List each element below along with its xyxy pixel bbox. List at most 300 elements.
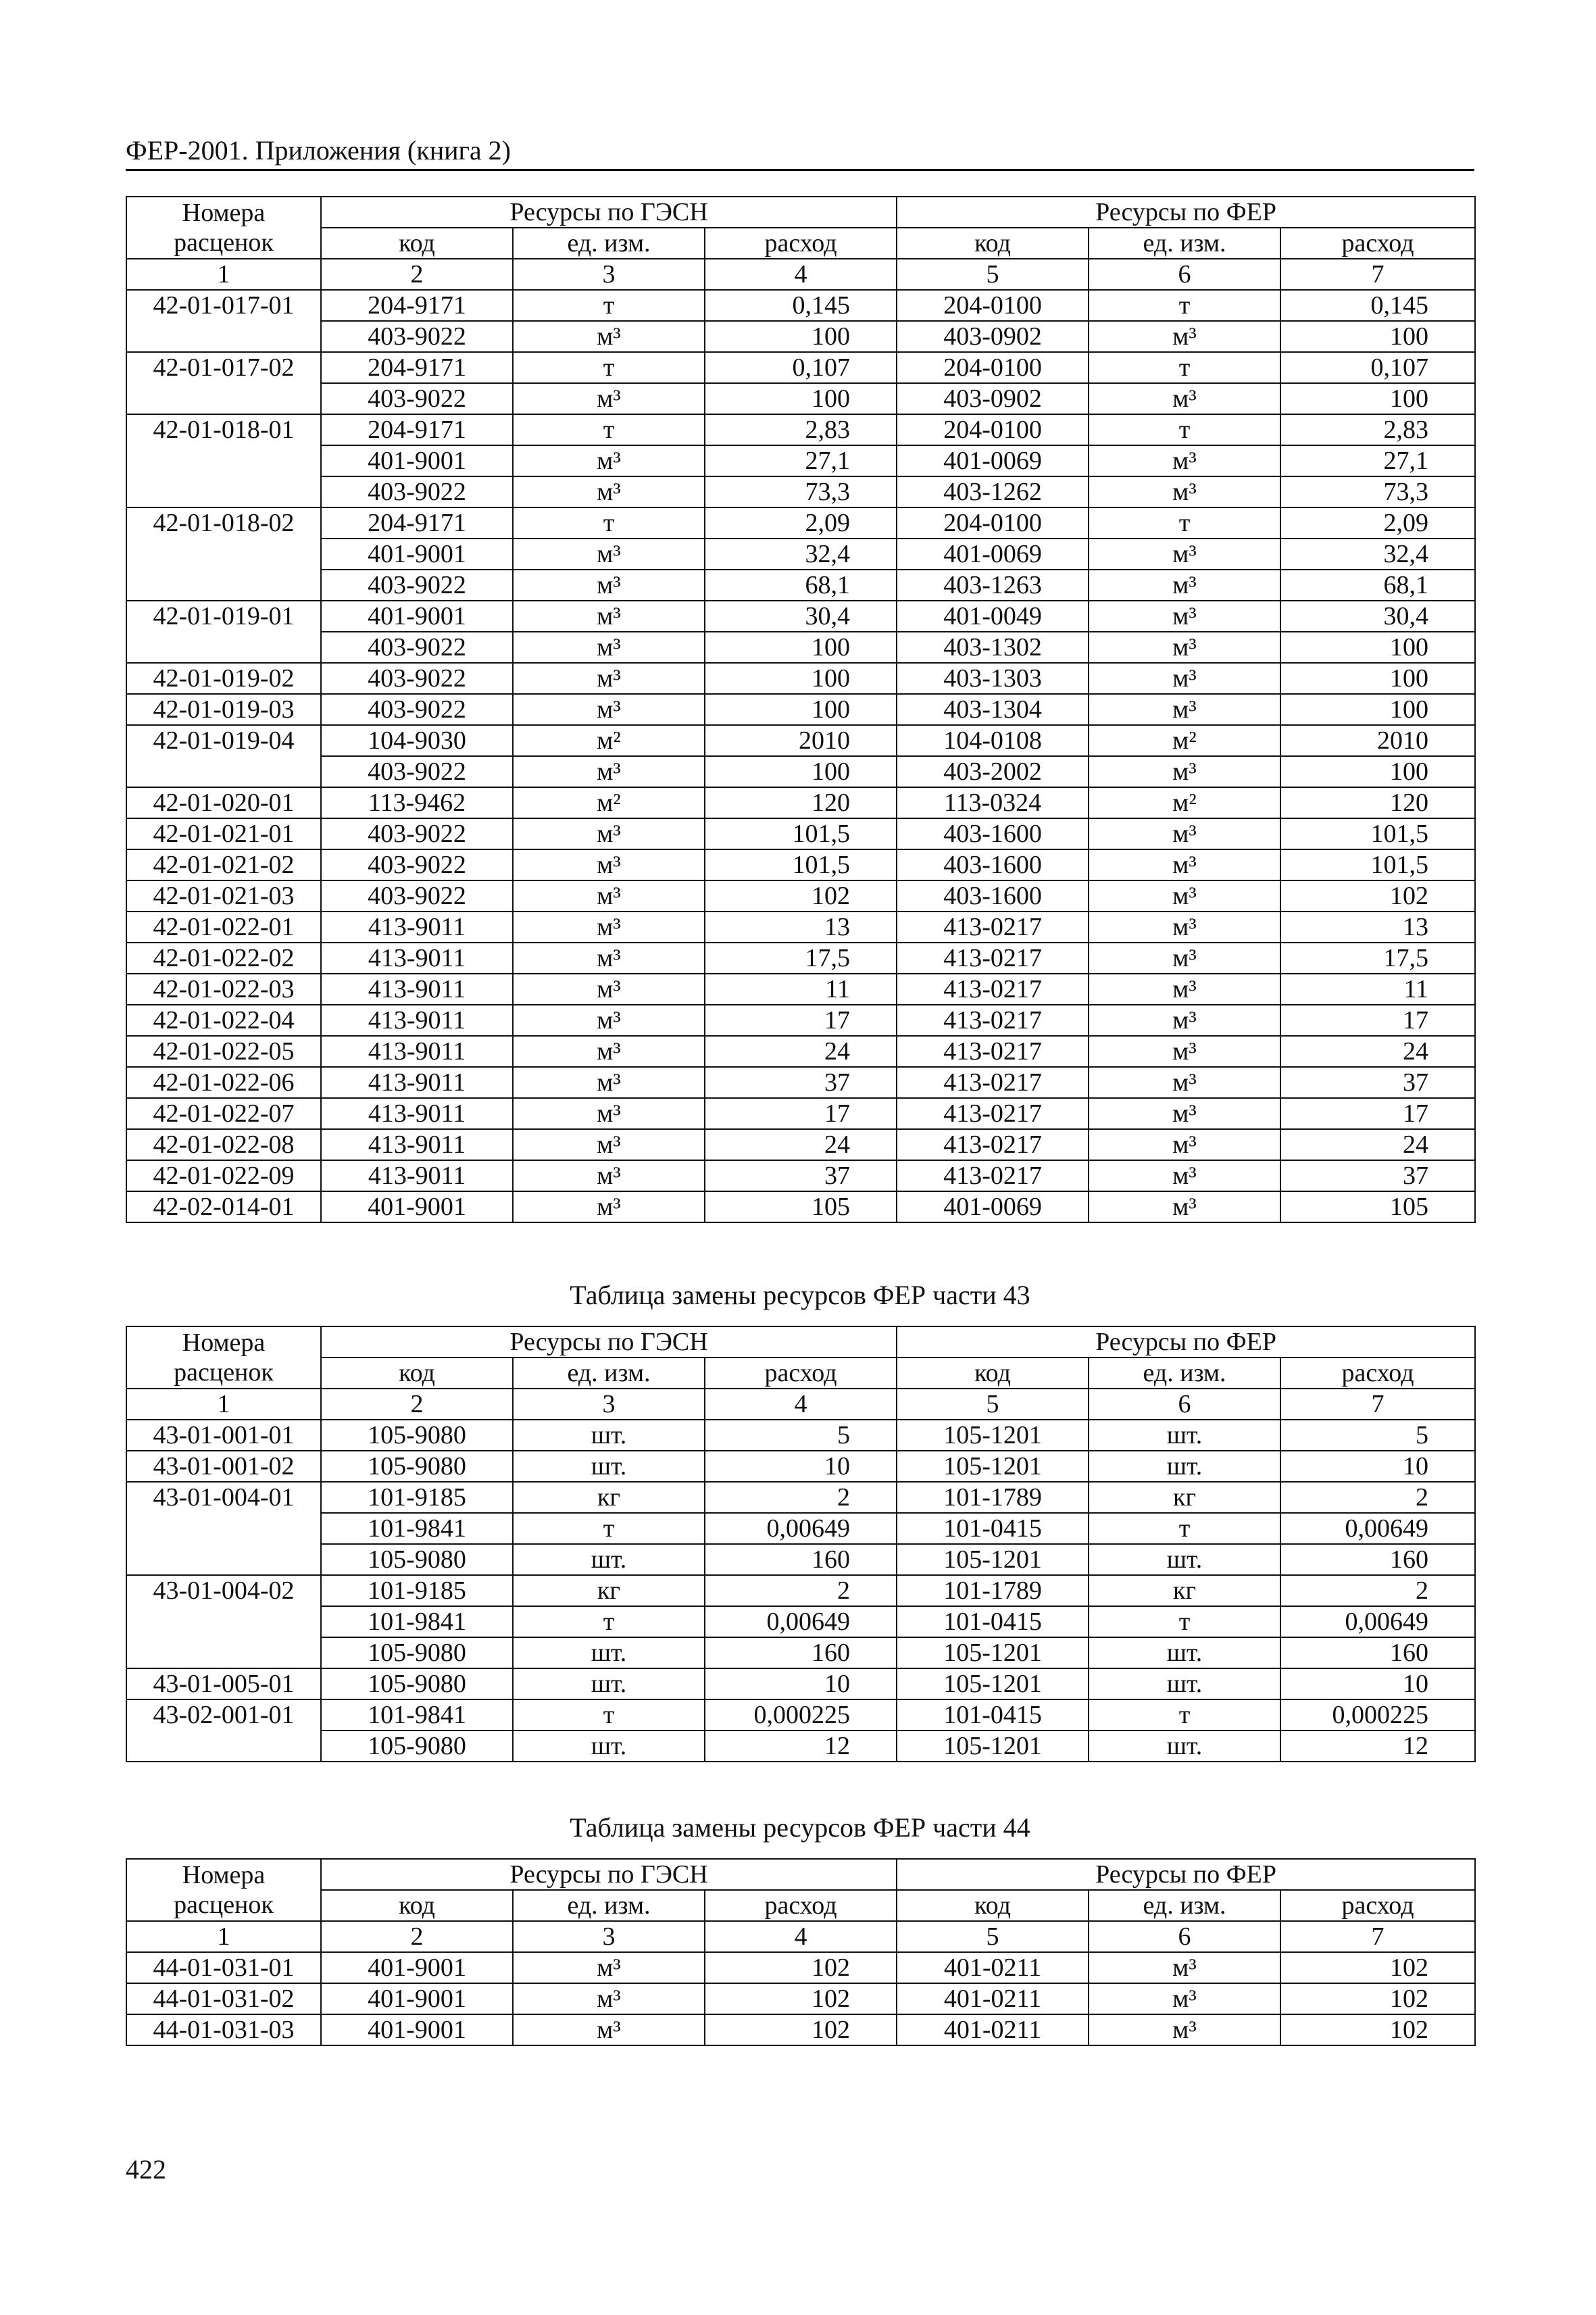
gesn-usage: 160 — [705, 1637, 897, 1668]
table-row — [126, 601, 1475, 632]
gesn-usage: 11 — [705, 974, 897, 1005]
rate-code: 42-01-018-02 — [126, 507, 321, 601]
gesn-code: 105-9080 — [321, 1420, 513, 1451]
table-row — [126, 352, 1475, 383]
gesn-usage: 2010 — [705, 725, 897, 756]
gesn-unit: м³ — [513, 694, 705, 725]
rate-code: 42-01-022-05 — [126, 1036, 321, 1067]
gesn-usage: 30,4 — [705, 601, 897, 632]
col-code: код — [897, 1890, 1089, 1921]
rate-code: 43-02-001-01 — [126, 1699, 321, 1762]
table-row — [126, 1036, 1475, 1067]
gesn-code: 101-9841 — [321, 1513, 513, 1544]
fer-unit: м³ — [1089, 818, 1280, 849]
table-row — [126, 1191, 1475, 1222]
gesn-unit: м³ — [513, 756, 705, 787]
fer-unit: м³ — [1089, 1005, 1280, 1036]
table-row — [126, 1575, 1475, 1606]
table-row — [126, 1420, 1475, 1451]
table-row — [126, 818, 1475, 849]
gesn-unit: м³ — [513, 476, 705, 507]
fer-usage: 13 — [1280, 912, 1475, 943]
fer-unit: т — [1089, 1606, 1280, 1637]
table-row — [126, 1731, 1475, 1762]
column-number: 3 — [513, 259, 705, 290]
fer-code: 401-0211 — [897, 1952, 1089, 1983]
gesn-unit: шт. — [513, 1731, 705, 1762]
gesn-code: 403-9022 — [321, 663, 513, 694]
gesn-code: 413-9011 — [321, 1129, 513, 1160]
table-row — [126, 383, 1475, 414]
gesn-code: 105-9080 — [321, 1731, 513, 1762]
fer-usage: 2010 — [1280, 725, 1475, 756]
table-row — [126, 1668, 1475, 1699]
fer-unit: шт. — [1089, 1451, 1280, 1482]
table-row — [126, 756, 1475, 787]
gesn-code: 401-9001 — [321, 1952, 513, 1983]
column-number: 5 — [897, 1389, 1089, 1420]
gesn-code: 403-9022 — [321, 383, 513, 414]
col-fer-group: Ресурсы по ФЕР — [897, 1859, 1475, 1890]
gesn-unit: м³ — [513, 383, 705, 414]
gesn-usage: 0,000225 — [705, 1699, 897, 1731]
fer-unit: т — [1089, 507, 1280, 539]
col-gesn-group: Ресурсы по ГЭСН — [321, 1326, 897, 1358]
fer-usage: 101,5 — [1280, 818, 1475, 849]
fer-unit: м³ — [1089, 694, 1280, 725]
fer-usage: 160 — [1280, 1544, 1475, 1575]
fer-code: 101-1789 — [897, 1482, 1089, 1513]
column-number-row — [126, 259, 1475, 290]
fer-usage: 17 — [1280, 1098, 1475, 1129]
gesn-unit: шт. — [513, 1544, 705, 1575]
gesn-usage: 100 — [705, 694, 897, 725]
fer-unit: м³ — [1089, 880, 1280, 912]
fer-unit: т — [1089, 414, 1280, 445]
gesn-code: 403-9022 — [321, 632, 513, 663]
table-row — [126, 290, 1475, 321]
gesn-code: 401-9001 — [321, 1983, 513, 2014]
fer-unit: шт. — [1089, 1544, 1280, 1575]
gesn-unit: м² — [513, 787, 705, 818]
gesn-usage: 2,83 — [705, 414, 897, 445]
rate-code: 44-01-031-03 — [126, 2014, 321, 2045]
col-gesn-group: Ресурсы по ГЭСН — [321, 197, 897, 228]
table-row — [126, 1067, 1475, 1098]
fer-code: 105-1201 — [897, 1668, 1089, 1699]
table-row — [126, 1544, 1475, 1575]
column-number: 4 — [705, 1389, 897, 1420]
gesn-unit: м³ — [513, 1191, 705, 1222]
table-row — [126, 725, 1475, 756]
fer-code: 113-0324 — [897, 787, 1089, 818]
column-number: 3 — [513, 1921, 705, 1952]
fer-unit: м³ — [1089, 1191, 1280, 1222]
gesn-usage: 0,00649 — [705, 1513, 897, 1544]
gesn-unit: шт. — [513, 1637, 705, 1668]
gesn-unit: м² — [513, 725, 705, 756]
col-usage: расход — [705, 228, 897, 259]
fer-code: 403-1262 — [897, 476, 1089, 507]
gesn-code: 105-9080 — [321, 1451, 513, 1482]
table-row — [126, 880, 1475, 912]
fer-usage: 30,4 — [1280, 601, 1475, 632]
gesn-unit: м³ — [513, 1098, 705, 1129]
fer-usage: 11 — [1280, 974, 1475, 1005]
gesn-usage: 5 — [705, 1420, 897, 1451]
col-unit: ед. изм. — [513, 1890, 705, 1921]
fer-unit: шт. — [1089, 1420, 1280, 1451]
gesn-unit: м³ — [513, 1160, 705, 1191]
header-row — [126, 1326, 1475, 1358]
gesn-usage: 17 — [705, 1098, 897, 1129]
table-row — [126, 694, 1475, 725]
fer-unit: т — [1089, 1513, 1280, 1544]
column-number: 2 — [321, 1921, 513, 1952]
fer-unit: м² — [1089, 787, 1280, 818]
gesn-unit: т — [513, 352, 705, 383]
gesn-unit: шт. — [513, 1451, 705, 1482]
gesn-unit: м³ — [513, 1005, 705, 1036]
fer-code: 105-1201 — [897, 1544, 1089, 1575]
col-code: код — [321, 228, 513, 259]
fer-unit: м³ — [1089, 445, 1280, 476]
gesn-unit: кг — [513, 1482, 705, 1513]
gesn-usage: 0,00649 — [705, 1606, 897, 1637]
gesn-usage: 105 — [705, 1191, 897, 1222]
rate-code: 44-01-031-01 — [126, 1952, 321, 1983]
fer-code: 401-0049 — [897, 601, 1089, 632]
gesn-unit: м³ — [513, 849, 705, 880]
gesn-unit: м³ — [513, 663, 705, 694]
gesn-code: 413-9011 — [321, 1036, 513, 1067]
rate-code: 42-01-022-01 — [126, 912, 321, 943]
page-header: ФЕР-2001. Приложения (книга 2) — [126, 134, 1474, 171]
fer-code: 101-0415 — [897, 1513, 1089, 1544]
table-row — [126, 787, 1475, 818]
gesn-unit: м³ — [513, 974, 705, 1005]
fer-unit: шт. — [1089, 1637, 1280, 1668]
gesn-usage: 160 — [705, 1544, 897, 1575]
gesn-unit: м³ — [513, 445, 705, 476]
fer-unit: м³ — [1089, 1160, 1280, 1191]
column-number: 2 — [321, 259, 513, 290]
fer-usage: 27,1 — [1280, 445, 1475, 476]
col-usage: расход — [1280, 1890, 1475, 1921]
fer-unit: м³ — [1089, 476, 1280, 507]
fer-usage: 12 — [1280, 1731, 1475, 1762]
gesn-usage: 32,4 — [705, 539, 897, 570]
header-row — [126, 197, 1475, 228]
gesn-usage: 17 — [705, 1005, 897, 1036]
col-code: код — [897, 1358, 1089, 1389]
fer-code: 101-1789 — [897, 1575, 1089, 1606]
column-number: 1 — [126, 1389, 321, 1420]
gesn-code: 403-9022 — [321, 880, 513, 912]
gesn-usage: 24 — [705, 1129, 897, 1160]
fer-usage: 0,107 — [1280, 352, 1475, 383]
gesn-usage: 102 — [705, 1983, 897, 2014]
gesn-code: 403-9022 — [321, 476, 513, 507]
table-row — [126, 445, 1475, 476]
fer-usage: 100 — [1280, 756, 1475, 787]
rate-code: 42-01-019-02 — [126, 663, 321, 694]
fer-usage: 0,00649 — [1280, 1606, 1475, 1637]
fer-unit: м³ — [1089, 1952, 1280, 1983]
gesn-code: 104-9030 — [321, 725, 513, 756]
fer-unit: м³ — [1089, 1098, 1280, 1129]
fer-code: 403-2002 — [897, 756, 1089, 787]
fer-unit: м² — [1089, 725, 1280, 756]
gesn-usage: 37 — [705, 1067, 897, 1098]
fer-code: 413-0217 — [897, 1036, 1089, 1067]
gesn-code: 401-9001 — [321, 445, 513, 476]
fer-code: 401-0069 — [897, 539, 1089, 570]
gesn-code: 413-9011 — [321, 912, 513, 943]
column-number: 1 — [126, 259, 321, 290]
fer-code: 401-0211 — [897, 2014, 1089, 2045]
gesn-code: 401-9001 — [321, 539, 513, 570]
col-usage: расход — [1280, 228, 1475, 259]
fer-code: 401-0069 — [897, 445, 1089, 476]
fer-code: 105-1201 — [897, 1637, 1089, 1668]
fer-unit: м³ — [1089, 943, 1280, 974]
fer-code: 401-0069 — [897, 1191, 1089, 1222]
gesn-usage: 100 — [705, 756, 897, 787]
gesn-usage: 120 — [705, 787, 897, 818]
fer-unit: шт. — [1089, 1731, 1280, 1762]
table-row — [126, 1637, 1475, 1668]
table-row — [126, 570, 1475, 601]
column-number: 6 — [1089, 259, 1280, 290]
gesn-unit: т — [513, 1699, 705, 1731]
col-unit: ед. изм. — [1089, 1358, 1280, 1389]
fer-usage: 160 — [1280, 1637, 1475, 1668]
gesn-usage: 27,1 — [705, 445, 897, 476]
fer-code: 105-1201 — [897, 1451, 1089, 1482]
fer-usage: 100 — [1280, 321, 1475, 352]
gesn-unit: м³ — [513, 539, 705, 570]
fer-unit: м³ — [1089, 601, 1280, 632]
gesn-usage: 2,09 — [705, 507, 897, 539]
gesn-code: 413-9011 — [321, 1160, 513, 1191]
fer-usage: 2 — [1280, 1575, 1475, 1606]
col-rate-numbers: Номера расценок — [126, 1326, 321, 1389]
gesn-usage: 12 — [705, 1731, 897, 1762]
table-row — [126, 849, 1475, 880]
fer-usage: 0,000225 — [1280, 1699, 1475, 1731]
column-number: 5 — [897, 259, 1089, 290]
fer-code: 413-0217 — [897, 1129, 1089, 1160]
gesn-usage: 17,5 — [705, 943, 897, 974]
fer-unit: м³ — [1089, 383, 1280, 414]
table-row — [126, 1129, 1475, 1160]
gesn-code: 403-9022 — [321, 849, 513, 880]
gesn-unit: м³ — [513, 943, 705, 974]
fer-code: 413-0217 — [897, 1067, 1089, 1098]
fer-usage: 24 — [1280, 1129, 1475, 1160]
fer-usage: 2 — [1280, 1482, 1475, 1513]
gesn-unit: шт. — [513, 1420, 705, 1451]
rate-code: 44-01-031-02 — [126, 1983, 321, 2014]
gesn-unit: т — [513, 507, 705, 539]
rate-code: 42-01-022-06 — [126, 1067, 321, 1098]
column-number: 4 — [705, 259, 897, 290]
fer-usage: 37 — [1280, 1160, 1475, 1191]
column-number: 5 — [897, 1921, 1089, 1952]
fer-code: 403-0902 — [897, 383, 1089, 414]
header-row — [126, 1890, 1475, 1921]
fer-unit: м³ — [1089, 321, 1280, 352]
fer-code: 403-0902 — [897, 321, 1089, 352]
gesn-code: 413-9011 — [321, 943, 513, 974]
gesn-unit: м³ — [513, 321, 705, 352]
gesn-unit: м³ — [513, 2014, 705, 2045]
fer-code: 403-1263 — [897, 570, 1089, 601]
gesn-usage: 102 — [705, 1952, 897, 1983]
rate-code: 42-01-018-01 — [126, 414, 321, 507]
gesn-usage: 24 — [705, 1036, 897, 1067]
header-row — [126, 1859, 1475, 1890]
rate-code: 42-01-017-02 — [126, 352, 321, 414]
gesn-code: 413-9011 — [321, 1098, 513, 1129]
gesn-usage: 0,145 — [705, 290, 897, 321]
gesn-code: 413-9011 — [321, 974, 513, 1005]
fer-usage: 0,00649 — [1280, 1513, 1475, 1544]
table-row — [126, 1160, 1475, 1191]
fer-unit: м³ — [1089, 912, 1280, 943]
gesn-unit: м³ — [513, 570, 705, 601]
fer-usage: 120 — [1280, 787, 1475, 818]
rate-code: 43-01-005-01 — [126, 1668, 321, 1699]
fer-code: 204-0100 — [897, 414, 1089, 445]
gesn-unit: т — [513, 1606, 705, 1637]
rate-code: 43-01-001-01 — [126, 1420, 321, 1451]
col-code: код — [321, 1890, 513, 1921]
table-row — [126, 414, 1475, 445]
page-number: 422 — [126, 2154, 166, 2185]
table-row — [126, 912, 1475, 943]
gesn-usage: 10 — [705, 1668, 897, 1699]
col-code: код — [321, 1358, 513, 1389]
rate-code: 42-01-021-03 — [126, 880, 321, 912]
col-usage: расход — [705, 1358, 897, 1389]
gesn-code: 105-9080 — [321, 1668, 513, 1699]
fer-unit: м³ — [1089, 1983, 1280, 2014]
gesn-unit: м³ — [513, 912, 705, 943]
fer-usage: 100 — [1280, 663, 1475, 694]
fer-usage: 24 — [1280, 1036, 1475, 1067]
fer-usage: 102 — [1280, 880, 1475, 912]
fer-usage: 102 — [1280, 1952, 1475, 1983]
resource-table-44 — [126, 1858, 1476, 2046]
table-row — [126, 1005, 1475, 1036]
gesn-code: 401-9001 — [321, 1191, 513, 1222]
fer-code: 104-0108 — [897, 725, 1089, 756]
column-number: 1 — [126, 1921, 321, 1952]
column-number: 4 — [705, 1921, 897, 1952]
gesn-code: 101-9185 — [321, 1575, 513, 1606]
gesn-unit: м³ — [513, 1952, 705, 1983]
gesn-usage: 100 — [705, 321, 897, 352]
column-number-row — [126, 1921, 1475, 1952]
gesn-usage: 37 — [705, 1160, 897, 1191]
fer-unit: кг — [1089, 1482, 1280, 1513]
gesn-unit: кг — [513, 1575, 705, 1606]
gesn-usage: 0,107 — [705, 352, 897, 383]
gesn-code: 105-9080 — [321, 1544, 513, 1575]
col-unit: ед. изм. — [1089, 1890, 1280, 1921]
fer-usage: 32,4 — [1280, 539, 1475, 570]
fer-unit: т — [1089, 290, 1280, 321]
gesn-unit: шт. — [513, 1668, 705, 1699]
rate-code: 42-01-022-03 — [126, 974, 321, 1005]
gesn-code: 413-9011 — [321, 1067, 513, 1098]
rate-code: 42-01-020-01 — [126, 787, 321, 818]
gesn-unit: м³ — [513, 1036, 705, 1067]
gesn-code: 113-9462 — [321, 787, 513, 818]
fer-usage: 0,145 — [1280, 290, 1475, 321]
table-row — [126, 663, 1475, 694]
table-row — [126, 2014, 1475, 2045]
fer-unit: м³ — [1089, 974, 1280, 1005]
gesn-code: 403-9022 — [321, 818, 513, 849]
gesn-usage: 102 — [705, 880, 897, 912]
gesn-unit: м³ — [513, 1129, 705, 1160]
gesn-code: 403-9022 — [321, 694, 513, 725]
table-row — [126, 1098, 1475, 1129]
table-row — [126, 507, 1475, 539]
gesn-unit: т — [513, 414, 705, 445]
gesn-code: 401-9001 — [321, 2014, 513, 2045]
col-usage: расход — [705, 1890, 897, 1921]
table-row — [126, 1606, 1475, 1637]
gesn-code: 101-9185 — [321, 1482, 513, 1513]
gesn-unit: м³ — [513, 1983, 705, 2014]
fer-code: 403-1303 — [897, 663, 1089, 694]
fer-code: 413-0217 — [897, 943, 1089, 974]
fer-unit: м³ — [1089, 2014, 1280, 2045]
fer-usage: 100 — [1280, 383, 1475, 414]
col-unit: ед. изм. — [513, 1358, 705, 1389]
gesn-code: 403-9022 — [321, 570, 513, 601]
fer-usage: 2,83 — [1280, 414, 1475, 445]
fer-usage: 10 — [1280, 1451, 1475, 1482]
fer-unit: м³ — [1089, 632, 1280, 663]
fer-code: 403-1600 — [897, 880, 1089, 912]
fer-code: 401-0211 — [897, 1983, 1089, 2014]
fer-unit: м³ — [1089, 1036, 1280, 1067]
column-number: 7 — [1280, 259, 1475, 290]
gesn-usage: 10 — [705, 1451, 897, 1482]
rate-code: 42-01-017-01 — [126, 290, 321, 352]
column-number: 6 — [1089, 1921, 1280, 1952]
gesn-code: 403-9022 — [321, 321, 513, 352]
gesn-usage: 2 — [705, 1575, 897, 1606]
fer-unit: м³ — [1089, 570, 1280, 601]
col-unit: ед. изм. — [1089, 228, 1280, 259]
gesn-usage: 100 — [705, 632, 897, 663]
gesn-code: 204-9171 — [321, 352, 513, 383]
fer-usage: 100 — [1280, 694, 1475, 725]
fer-unit: м³ — [1089, 1067, 1280, 1098]
gesn-unit: м³ — [513, 632, 705, 663]
column-number-row — [126, 1389, 1475, 1420]
rate-code: 42-01-022-04 — [126, 1005, 321, 1036]
table-row — [126, 1513, 1475, 1544]
gesn-unit: м³ — [513, 1067, 705, 1098]
fer-code: 101-0415 — [897, 1606, 1089, 1637]
